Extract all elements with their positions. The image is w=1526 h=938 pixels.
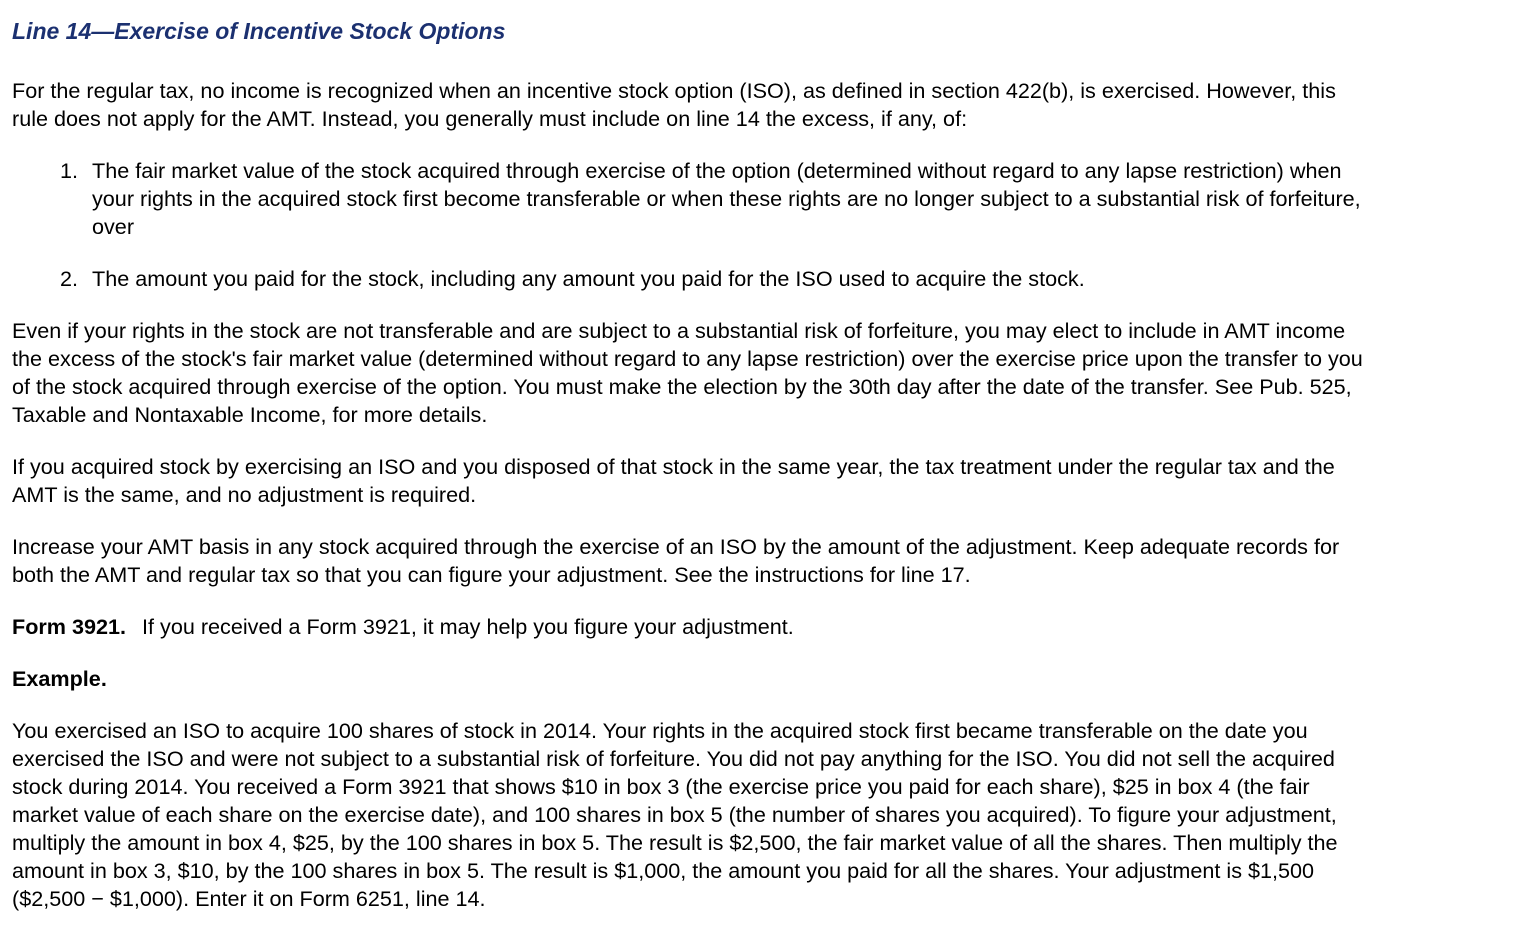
form-3921-label: Form 3921. xyxy=(12,614,127,639)
election-line: Even if your rights in the stock are not transferable and are subject to a substantial risk of forfeiture, you may elect to include in AMT income xyxy=(12,318,1346,343)
intro-line: rule does not apply for the AMT. Instead, you generally must include on line 14 the excess, if any, of: xyxy=(12,106,968,131)
example-line: You exercised an ISO to acquire 100 shares of stock in 2014. Your rights in the acquired stock first became transferable on the date you xyxy=(12,718,1308,743)
example-line: exercised the ISO and were not subject to a substantial risk of forfeiture. You did not pay anything for the ISO. You did not sell the acquired xyxy=(12,746,1335,771)
same-year-paragraph xyxy=(12,453,1518,509)
intro-paragraph xyxy=(12,77,1518,133)
example-line: amount in box 3, $10, by the 100 shares in box 5. The result is $1,000, the amount you paid for all the shares. Your adjustment is $1,500 xyxy=(12,858,1315,883)
same-year-line: If you acquired stock by exercising an ISO and you disposed of that stock in the same year, the tax treatment under the regular tax and the xyxy=(12,454,1335,479)
list-item-line: over xyxy=(92,214,135,239)
list-item-number: 2. xyxy=(60,266,79,291)
intro-line: For the regular tax, no income is recognized when an incentive stock option (ISO), as defined in section 422(b), is exercised. However, this xyxy=(12,78,1336,103)
basis-line: both the AMT and regular tax so that you can figure your adjustment. See the instructions for line 17. xyxy=(12,562,971,587)
list-item-line: your rights in the acquired stock first become transferable or when these rights are no longer subject to a substantial risk of forfeiture, xyxy=(92,186,1361,211)
section-heading: Line 14—Exercise of Incentive Stock Options xyxy=(12,18,506,44)
example-line: multiply the amount in box 4, $25, by the 100 shares in box 5. The result is $2,500, the fair market value of all the shares. Then multiply the xyxy=(12,830,1338,855)
form-3921-paragraph xyxy=(12,613,1518,641)
example-heading: Example. xyxy=(12,666,107,691)
election-line: the excess of the stock's fair market value (determined without regard to any lapse restriction) over the exercise price upon the transfer to you xyxy=(12,346,1363,371)
example-paragraph xyxy=(12,717,1518,913)
election-line: Taxable and Nontaxable Income, for more details. xyxy=(12,402,488,427)
list-item-line: The fair market value of the stock acquired through exercise of the option (determined without regard to any lapse restriction) when xyxy=(92,158,1342,183)
list-item-line: The amount you paid for the stock, including any amount you paid for the ISO used to acquire the stock. xyxy=(92,266,1085,291)
election-paragraph xyxy=(12,317,1518,429)
form-3921-text: If you received a Form 3921, it may help you figure your adjustment. xyxy=(142,614,794,639)
list-item-number: 1. xyxy=(60,158,79,183)
basis-line: Increase your AMT basis in any stock acquired through the exercise of an ISO by the amount of the adjustment. Keep adequate records for xyxy=(12,534,1340,559)
list-item-text xyxy=(92,265,1085,293)
basis-paragraph xyxy=(12,533,1518,589)
example-line: stock during 2014. You received a Form 3921 that shows $10 in box 3 (the exercise price you paid for each share), $25 in box 4 (the fair xyxy=(12,774,1310,799)
list-item-text xyxy=(92,157,1361,241)
same-year-line: AMT is the same, and no adjustment is required. xyxy=(12,482,477,507)
example-line: ($2,500 − $1,000). Enter it on Form 6251, line 14. xyxy=(12,886,486,911)
election-line: of the stock acquired through exercise of the option. You must make the election by the 30th day after the date of the transfer. See Pub. 525, xyxy=(12,374,1352,399)
example-line: market value of each share on the exercise date), and 100 shares in box 5 (the number of shares you acquired). To figure your adjustment, xyxy=(12,802,1337,827)
